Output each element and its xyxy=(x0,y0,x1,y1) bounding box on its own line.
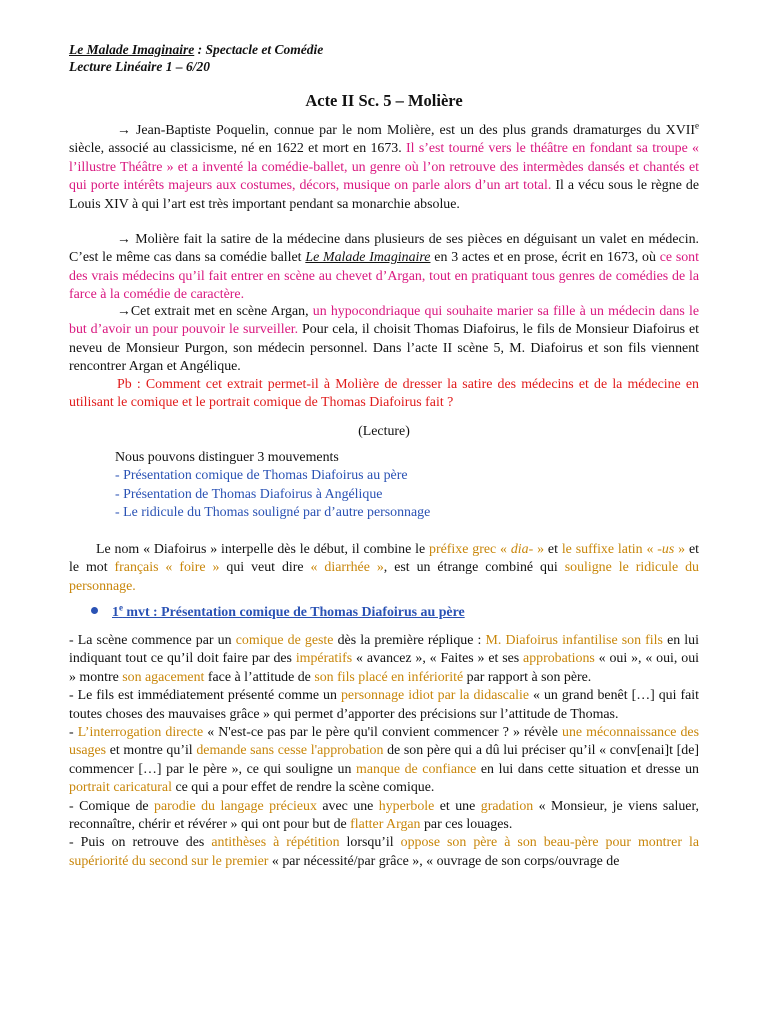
analysis-point-4: - Comique de parodie du langage précieux avec une hyperbole et une gradation « Monsieur, je viens saluer, reconnaître, chérir et révérer » qui ont pour but de flatter Argan par ces louages. xyxy=(69,798,699,833)
movements-list xyxy=(115,449,675,523)
analysis-point-1: - La scène commence par un comique de geste dès la première réplique : M. Diafoirus infantilise son fils en lui indiquant tout ce qu’il doit faire par des impératifs « avancez », « Faites » et ses approbations « oui », « oui, oui » montre son agacement face à l’attitude de son fils placé en infériorité par rapport à son père. xyxy=(69,633,699,685)
analysis-point-3: - L’interrogation directe « N'est-ce pas par le père qu'il convient commencer ? » révèle une méconnaissance des usages et montre qu’il demande sans cesse l'approbation de son père qui a dû lui préciser qu’il « conv[enai]t [de] commencer […] par le père », ce qui souligne un manque de confiance en lui dans cette situation et dresse un portrait caricatural ce qui a pour effet de rendre la scène comique. xyxy=(69,725,700,796)
movement-item: - Le ridicule du Thomas souligné par d’autre personnage xyxy=(115,505,431,521)
lecture-label: (Lecture) xyxy=(358,424,410,439)
header-line-1 xyxy=(69,42,323,59)
intro-paragraph-3: →Cet extrait met en scène Argan, un hypocondriaque qui souhaite marier sa fille à un médecin dans le but d’avoir un pour pouvoir le surveiller. Pour cela, il choisit Thomas Diafoirus, le fils de Monsieur Diafoirus et neveu de Monsieur Purgon, son médecin personnel. Dans l’acte II scène 5, M. Diafoirus et son fils viennent rencontrer Argan et Angélique. xyxy=(69,304,700,375)
document-header xyxy=(69,42,323,75)
page-title: Acte II Sc. 5 – Molière xyxy=(305,91,463,110)
header-line-2: Lecture Linéaire 1 – 6/20 xyxy=(69,58,210,74)
movement-item: - Présentation de Thomas Diafoirus à Angélique xyxy=(115,486,383,502)
intro-paragraph-1: → Jean-Baptiste Poquelin, connue par le nom Molière, est un des plus grands dramaturges du XVIIe siècle, associé au classicisme, né en 1622 et mort en 1673. Il s’est tourné vers le théâtre en fondant sa troupe « l’illustre Théâtre » et a inventé la comédie-ballet, un genre où l’on retrouve des intermèdes dansés et chantés et qui porte intérêts majeurs aux costumes, décors, musique on parle alors d’un art total. Il a vécu sous le règne de Louis XIV à qui l’art est très important pendant sa monarchie absolue. xyxy=(69,120,700,212)
intro-paragraph-2: → Molière fait la satire de la médecine dans plusieurs de ses pièces en déguisant un valet en médecin. C’est le même cas dans sa comédie ballet Le Malade Imaginaire en 3 actes et en prose, écrit en 1673, où ce sont des vrais médecins qu’il fait entrer en scène au chevet d’Argan, tout en pratiquant tous genres de comédies de la farce à la comédie de caractère. xyxy=(69,232,699,303)
section-1-heading: 1e mvt : Présentation comique de Thomas Diafoirus au père xyxy=(91,604,465,622)
work-reference: Le Malade Imaginaire xyxy=(305,250,431,266)
movements-intro: Nous pouvons distinguer 3 mouvements xyxy=(115,450,339,465)
movement-item: - Présentation comique de Thomas Diafoirus au père xyxy=(115,468,408,484)
analysis-point-5: - Puis on retrouve des antithèses à répétition lorsqu’il oppose son père à son beau-père pour montrer la supériorité du second sur le premier « par nécessité/par grâce », « ouvrage de son corps/ouvrage de xyxy=(69,835,699,869)
problematique: Pb : Comment cet extrait permet-il à Molière de dresser la satire des médecins et de la médecine en utilisant le comique et le portrait comique de Thomas Diafoirus fait ? xyxy=(69,377,699,411)
section-1-body xyxy=(69,632,699,871)
analysis-point-2: - Le fils est immédiatement présenté comme un personnage idiot par la didascalie « un grand benêt […] qui fait toutes choses des mauvaises grâce » qui permet d’apporter des précisions sur l’attitude de Thomas. xyxy=(69,688,699,722)
work-subtitle: : Spectacle et Comédie xyxy=(194,42,324,57)
bullet-icon xyxy=(91,607,98,614)
work-title: Le Malade Imaginaire xyxy=(69,42,195,57)
name-analysis-paragraph: Le nom « Diafoirus » interpelle dès le début, il combine le préfixe grec « dia- » et le suffixe latin « -us » et le mot français « foire » qui veut dire « diarrhée », est un étrange combiné qui souligne le ridicule du personnage. xyxy=(69,542,700,594)
